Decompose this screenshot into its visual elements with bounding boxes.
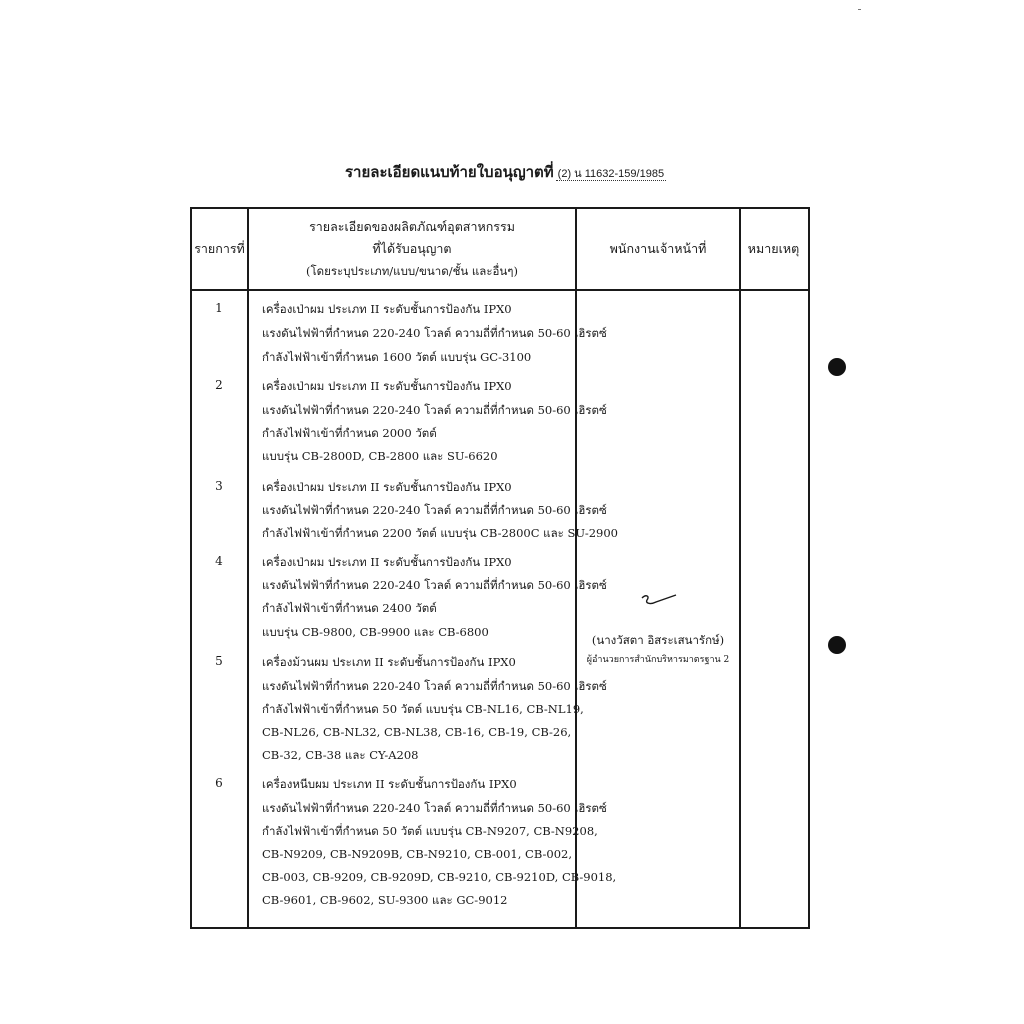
punch-hole (828, 636, 846, 654)
item-line: แรงดันไฟฟ้าที่กำหนด 220-240 โวลต์ ความถี่ที่กำหนด 50-60 เฮิรตซ์ (262, 679, 607, 693)
officer-position: ผู้อำนวยการสำนักบริหารมาตรฐาน 2 (586, 655, 730, 665)
header-item-no-label: รายการที่ (194, 241, 245, 256)
header-detail-line-3: (โดยระบุประเภท/แบบ/ขนาด/ชั้น และอื่นๆ) (306, 264, 518, 278)
item-line: เครื่องม้วนผม ประเภท II ระดับชั้นการป้องกัน IPX0 (262, 655, 516, 669)
item-line: กำลังไฟฟ้าเข้าที่กำหนด 2200 วัตต์ แบบรุ่น CB-2800C และ SU-2900 (262, 526, 618, 540)
item-line: เครื่องเป่าผม ประเภท II ระดับชั้นการป้องกัน IPX0 (262, 379, 512, 393)
item-line: แรงดันไฟฟ้าที่กำหนด 220-240 โวลต์ ความถี่ที่กำหนด 50-60 เฮิรตซ์ (262, 578, 607, 592)
officer-signature (636, 590, 686, 612)
header-detail-line-1: รายละเอียดของผลิตภัณฑ์อุตสาหกรรม (309, 219, 515, 234)
item-line: กำลังไฟฟ้าเข้าที่กำหนด 2000 วัตต์ (262, 426, 437, 440)
license-reference: (2) น 11632-159/1985 (557, 168, 665, 180)
header-product-detail (249, 209, 575, 289)
header-officer (577, 209, 739, 289)
item-line: แรงดันไฟฟ้าที่กำหนด 220-240 โวลต์ ความถี่ที่กำหนด 50-60 เฮิรตซ์ (262, 403, 607, 417)
item-line: CB-003, CB-9209, CB-9209D, CB-9210, CB-9210D, CB-9018, (262, 870, 617, 884)
header-detail-line-2: ที่ได้รับอนุญาต (372, 241, 452, 256)
punch-hole (828, 358, 846, 376)
item-line: CB-N9209, CB-N9209B, CB-N9210, CB-001, CB-002, (262, 847, 572, 861)
item-line: แบบรุ่น CB-2800D, CB-2800 และ SU-6620 (262, 449, 498, 463)
item-line: แรงดันไฟฟ้าที่กำหนด 220-240 โวลต์ ความถี่ที่กำหนด 50-60 เฮิรตซ์ (262, 326, 607, 340)
item-line: CB-NL26, CB-NL32, CB-NL38, CB-16, CB-19, CB-26, (262, 725, 572, 739)
item-line: เครื่องหนีบผม ประเภท II ระดับชั้นการป้องกัน IPX0 (262, 777, 517, 791)
item-line: CB-9601, CB-9602, SU-9300 และ GC-9012 (262, 893, 508, 907)
item-line: กำลังไฟฟ้าเข้าที่กำหนด 1600 วัตต์ แบบรุ่น GC-3100 (262, 350, 532, 364)
item-number: 4 (215, 554, 223, 568)
item-line: แรงดันไฟฟ้าที่กำหนด 220-240 โวลต์ ความถี่ที่กำหนด 50-60 เฮิรตซ์ (262, 503, 607, 517)
column-divider-2 (575, 207, 577, 927)
item-line: CB-32, CB-38 และ CY-A208 (262, 748, 419, 762)
item-number: 1 (215, 301, 223, 315)
item-number: 6 (215, 776, 223, 790)
item-line: เครื่องเป่าผม ประเภท II ระดับชั้นการป้องกัน IPX0 (262, 555, 512, 569)
item-number: 2 (215, 378, 223, 392)
item-line: แรงดันไฟฟ้าที่กำหนด 220-240 โวลต์ ความถี่ที่กำหนด 50-60 เฮิรตซ์ (262, 801, 607, 815)
officer-name: (นางวัสตา อิสระเสนารักษ์) (591, 633, 725, 647)
item-line: เครื่องเป่าผม ประเภท II ระดับชั้นการป้องกัน IPX0 (262, 302, 512, 316)
header-divider (190, 289, 808, 291)
document-title-text: รายละเอียดแนบท้ายใบอนุญาตที่ (345, 163, 554, 181)
header-officer-label: พนักงานเจ้าหน้าที่ (609, 241, 707, 256)
item-number: 5 (215, 654, 223, 668)
item-number: 3 (215, 479, 223, 493)
header-remarks (741, 209, 806, 289)
column-divider-3 (739, 207, 741, 927)
column-divider-1 (247, 207, 249, 927)
item-line: แบบรุ่น CB-9800, CB-9900 และ CB-6800 (262, 625, 489, 639)
document-title (345, 160, 665, 186)
header-remarks-label: หมายเหตุ (747, 241, 800, 256)
item-line: กำลังไฟฟ้าเข้าที่กำหนด 50 วัตต์ แบบรุ่น CB-NL16, CB-NL19, (262, 702, 584, 716)
signature-scribble (636, 590, 686, 612)
item-line: กำลังไฟฟ้าเข้าที่กำหนด 2400 วัตต์ (262, 601, 437, 615)
scan-speck (858, 9, 861, 10)
item-line: เครื่องเป่าผม ประเภท II ระดับชั้นการป้องกัน IPX0 (262, 480, 512, 494)
item-line: กำลังไฟฟ้าเข้าที่กำหนด 50 วัตต์ แบบรุ่น CB-N9207, CB-N9208, (262, 824, 598, 838)
header-item-no (192, 209, 247, 289)
